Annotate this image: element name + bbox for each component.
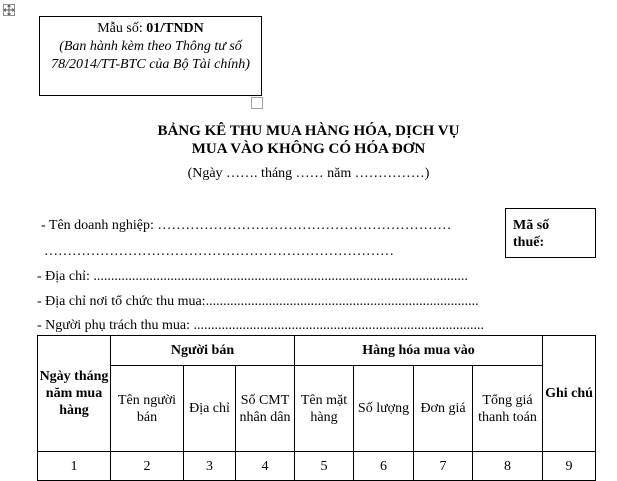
header-date: Ngày tháng năm mua hàng: [38, 336, 111, 452]
purchase-person-dots: ...................................................................................: [193, 318, 485, 333]
header-unit-price: Đơn giá: [414, 366, 473, 452]
header-address: Địa chỉ: [184, 366, 236, 452]
purchase-table: [37, 335, 596, 481]
table-move-handle[interactable]: [3, 4, 15, 16]
column-number: 4: [236, 452, 295, 481]
form-code-prefix: Mẫu số:: [97, 21, 147, 36]
purchase-person-field: [37, 318, 484, 334]
date-line: (Ngày ……. tháng …… năm ……………): [187, 166, 430, 181]
purchase-place-field: [37, 294, 479, 310]
address-dots: ...........................................................................................................: [93, 269, 468, 284]
column-number: 1: [38, 452, 111, 481]
column-number: 9: [543, 452, 596, 481]
header-quantity: Số lượng: [354, 366, 414, 452]
column-number: 5: [295, 452, 354, 481]
company-name-field: [41, 218, 451, 234]
header-goods-group: Hàng hóa mua vào: [295, 336, 543, 366]
header-id-number: Số CMT nhân dân: [236, 366, 295, 452]
column-number: 7: [414, 452, 473, 481]
form-code-box: [39, 16, 262, 96]
header-total: Tổng giá thanh toán: [473, 366, 543, 452]
column-number: 8: [473, 452, 543, 481]
text-anchor-square: [251, 97, 263, 109]
document-title-line2: MUA VÀO KHÔNG CÓ HÓA ĐƠN: [191, 141, 426, 157]
form-code: 01/TNDN: [146, 21, 204, 36]
tax-code-box: [505, 208, 596, 258]
tax-code-label-1: Mã số: [513, 218, 550, 233]
company-name-label: - Tên doanh nghiệp:: [41, 218, 158, 233]
address-field: [37, 269, 468, 285]
document-title-line1: BẢNG KÊ THU MUA HÀNG HÓA, DỊCH VỤ: [157, 123, 460, 139]
tax-code-label-2: thuế:: [513, 235, 545, 250]
move-arrows-icon: [4, 5, 14, 15]
form-issued-by: (Ban hành kèm theo Thông tư số 78/2014/TT-BTC của Bộ Tài chính): [51, 39, 250, 72]
purchase-person-label: - Người phụ trách thu mua:: [37, 318, 194, 333]
company-name-dots: ………………………………………………………: [157, 218, 452, 233]
column-number: 3: [184, 452, 236, 481]
purchase-place-label: - Địa chỉ nơi tổ chức thu mua:: [37, 294, 206, 309]
header-note: Ghi chú: [543, 336, 596, 452]
company-name-dots-2: …………………………………………………………………: [44, 244, 394, 259]
column-number: 6: [354, 452, 414, 481]
column-number: 2: [111, 452, 184, 481]
header-item-name: Tên mặt hàng: [295, 366, 354, 452]
company-name-continuation: [44, 244, 394, 260]
header-seller-name: Tên người bán: [111, 366, 184, 452]
purchase-place-dots: ..............................................................................: [205, 294, 479, 309]
address-label: - Địa chỉ:: [37, 269, 94, 284]
header-seller-group: Người bán: [111, 336, 295, 366]
